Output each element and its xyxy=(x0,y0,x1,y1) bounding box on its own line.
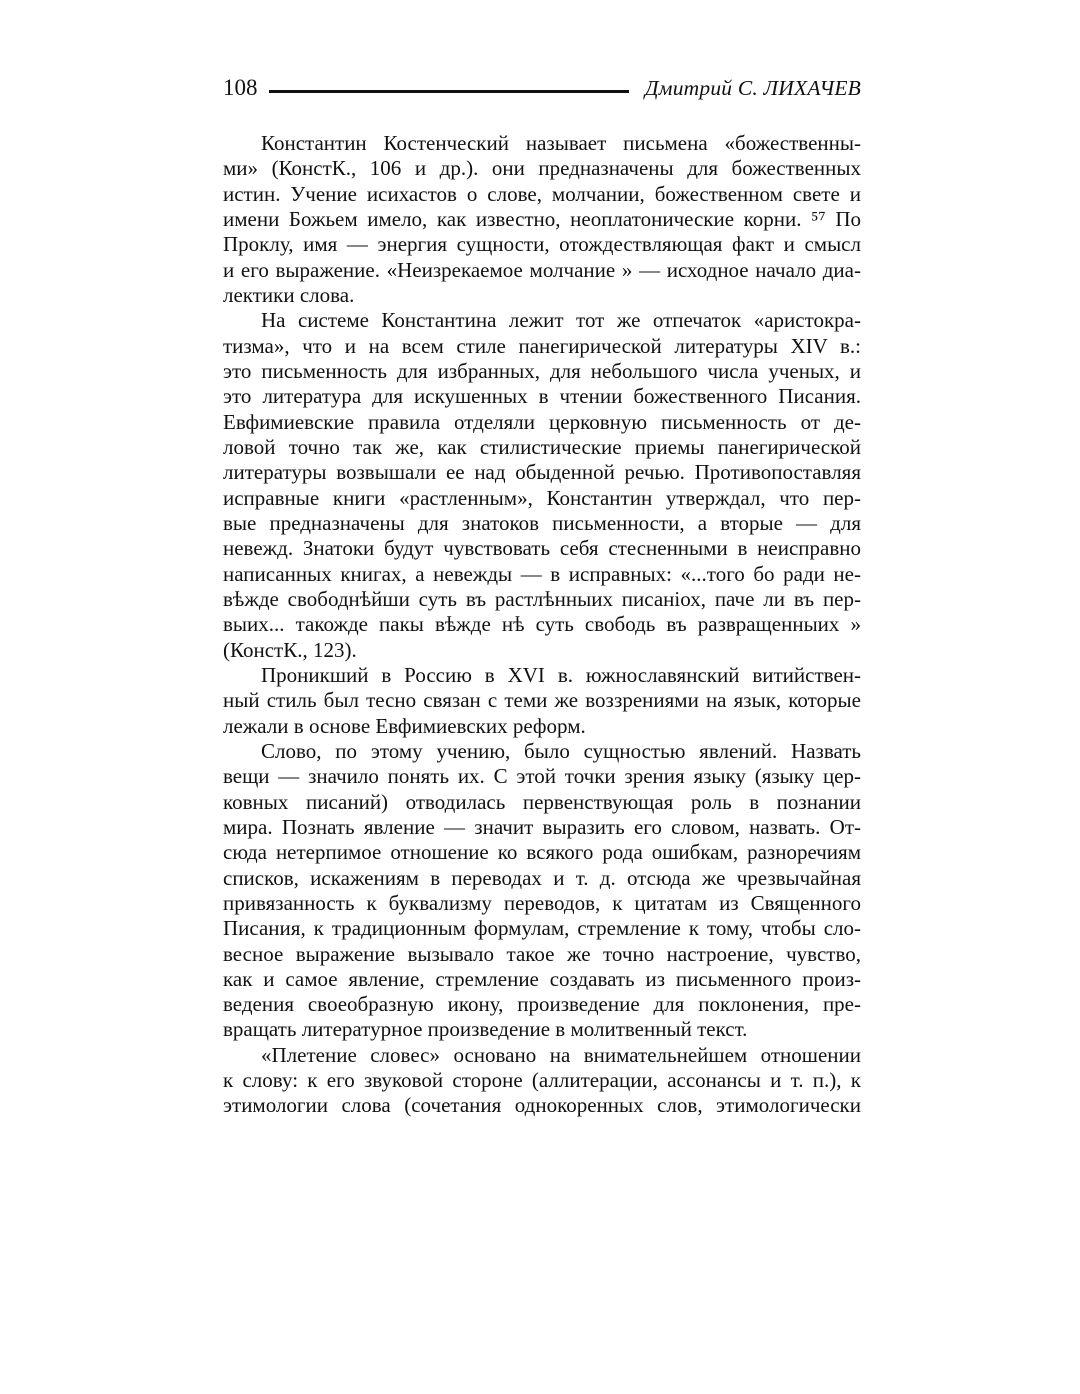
text-line: мира. Познать явление — значит выразить его словом, назвать. От- xyxy=(223,814,861,839)
text-line: исправные книги «растленным», Константин утверждал, что пер- xyxy=(223,485,861,510)
text-line: На системе Константина лежит тот же отпечаток «аристокра- xyxy=(261,308,861,333)
text-line: весное выражение вызывало такое же точно настроение, чувство, xyxy=(223,941,861,966)
text-line: литературы возвышали ее над обыденной речью. Противопоставляя xyxy=(223,460,861,485)
text-line: Проклу, имя — энергия сущности, отождествляющая факт и смысл xyxy=(223,232,861,257)
paragraph xyxy=(223,308,861,663)
text-line: Проникший в Россию в XVI в. южнославянский витийствен- xyxy=(261,662,861,687)
page-number: 108 xyxy=(223,75,258,100)
text-line: вые предназначены для знатоков письменности, а вторые — для xyxy=(223,510,861,535)
paragraph xyxy=(223,663,861,739)
text-line: истин. Учение исихастов о слове, молчании, божественном свете и xyxy=(223,181,861,206)
text-line: сюда нетерпимое отношение ко всякого рода ошибкам, разноречиям xyxy=(223,840,861,865)
text-line: невежд. Знатоки будут чувствовать себя стесненными в неисправно xyxy=(223,536,861,561)
text-line: имени Божьем имело, как известно, неоплатонические корни. ⁵⁷ По xyxy=(223,206,861,231)
text-line: вещи — значило понять их. С этой точки зрения языку (языку цер- xyxy=(223,764,861,789)
text-line: вѣжде свободнѣйши суть въ растлѣнныих писаніох, паче ли въ пер- xyxy=(223,586,861,611)
text-line: выих... такожде пакы вѣжде нѣ суть свободь въ развращенныих » xyxy=(223,612,861,637)
text-line: написанных книгах, а невежды — в исправных: «...того бо ради не- xyxy=(223,561,861,586)
text-line: ловой точно так же, как стилистические приемы панегирической xyxy=(223,434,861,459)
paragraph xyxy=(223,1043,861,1119)
body-text xyxy=(223,131,861,1119)
paragraph xyxy=(223,739,861,1043)
text-line: Евфимиевские правила отделяли церковную письменность от де- xyxy=(223,409,861,434)
text-line: и его выражение. «Неизрекаемое молчание » — исходное начало диа- xyxy=(223,257,861,282)
text-line: списков, искажениям в переводах и т. д. отсюда же чрезвычайная xyxy=(223,865,861,890)
text-line: как и самое явление, стремление создавать из письменного произ- xyxy=(223,966,861,991)
text-line: лежали в основе Евфимиевских реформ. xyxy=(223,713,586,738)
paragraph xyxy=(223,131,861,308)
running-head: Дмитрий С. ЛИХАЧЕВ xyxy=(644,76,861,100)
text-line: Писания, к традиционным формулам, стремление к тому, чтобы сло- xyxy=(223,916,861,941)
text-line: ведения своеобразную икону, произведение для поклонения, пре- xyxy=(223,992,861,1017)
text-line: Слово, по этому учению, было сущностью явлений. Назвать xyxy=(261,738,861,763)
text-line: привязанность к буквализму переводов, к цитатам из Священного xyxy=(223,890,861,915)
text-line: ный стиль был тесно связан с теми же воззрениями на язык, которые xyxy=(223,688,861,713)
text-line: ми» (КонстК., 106 и др.). они предназначены для божественных xyxy=(223,156,861,181)
text-line: это письменность для избранных, для небольшого числа ученых, и xyxy=(223,358,861,383)
text-line: вращать литературное произведение в молитвенный текст. xyxy=(223,1017,748,1042)
text-line: тизма», что и на всем стиле панегирической литературы XIV в.: xyxy=(223,333,861,358)
page-header xyxy=(223,74,861,102)
text-line: лектики слова. xyxy=(223,282,355,307)
text-line: это литература для искушенных в чтении божественного Писания. xyxy=(223,384,861,409)
text-line: (КонстК., 123). xyxy=(223,637,357,662)
header-rule xyxy=(269,90,629,93)
text-line: Константин Костенческий называет письмена «божественны- xyxy=(261,131,861,155)
book-page xyxy=(223,74,861,1119)
text-line: к слову: к его звуковой стороне (аллитерации, ассонансы и т. п.), к xyxy=(223,1068,861,1093)
text-line: этимологии слова (сочетания однокоренных слов, этимологически xyxy=(223,1093,861,1118)
text-line: ковных писаний) отводилась первенствующая роль в познании xyxy=(223,789,861,814)
text-line: «Плетение словес» основано на внимательнейшем отношении xyxy=(261,1042,861,1067)
